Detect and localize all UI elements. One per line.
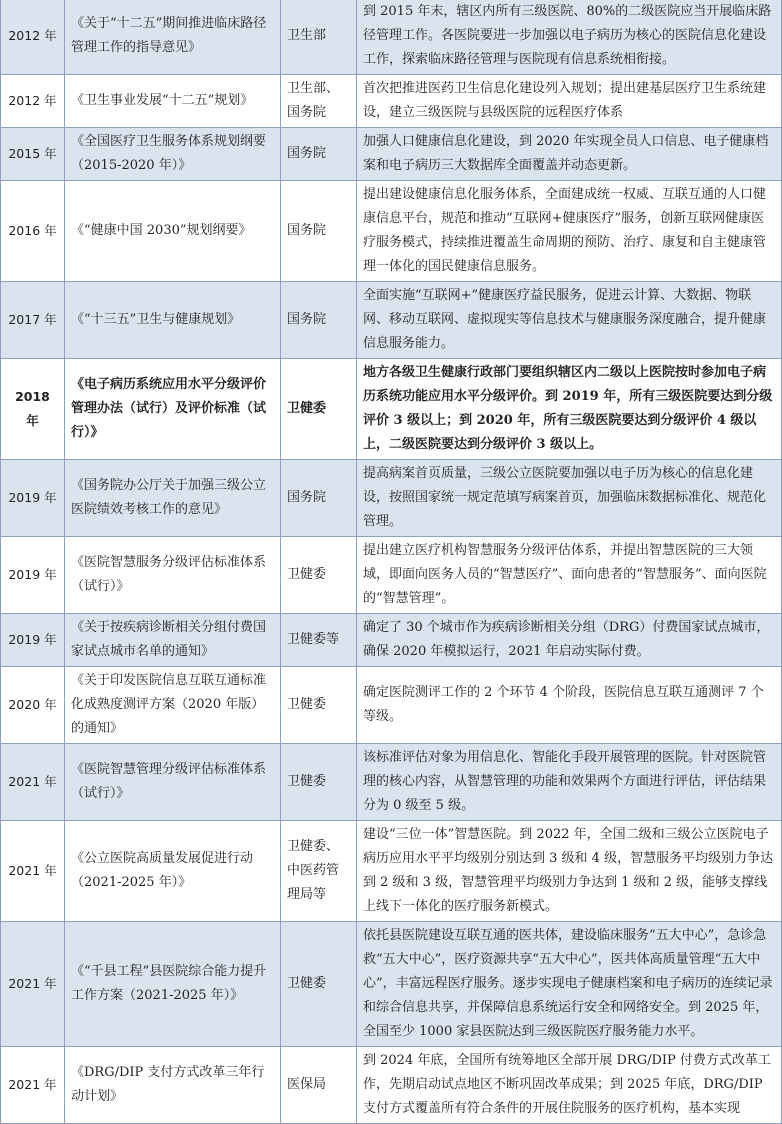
issuer-cell: 卫生部、国务院 (281, 75, 357, 128)
year-cell: 2012 年 (1, 0, 65, 75)
issuer-cell: 国务院 (281, 181, 357, 282)
document-cell: 《公立医院高质量发展促进行动（2021-2025 年）》 (65, 821, 281, 922)
content-cell: 该标准评估对象为用信息化、智能化手段开展管理的医院。针对医院管理的核心内容，从智慧管理的功能和效果两个方面进行评估，评估结果分为 0 级至 5 级。 (357, 744, 782, 821)
issuer-cell: 卫健委 (281, 922, 357, 1047)
document-cell: 《“千县工程”县医院综合能力提升工作方案（2021-2025 年）》 (65, 922, 281, 1047)
document-cell: 《“十三五”卫生与健康规划》 (65, 282, 281, 359)
document-cell: 《关于印发医院信息互联互通标准化成熟度测评方案（2020 年版）的通知》 (65, 667, 281, 744)
content-cell: 提出建立医疗机构智慧服务分级评估体系，并提出智慧医院的三大领域，即面向医务人员的“智慧医疗”、面向患者的“智慧服务”、面向医院的“智慧管理”。 (357, 537, 782, 614)
document-cell: 《全国医疗卫生服务体系规划纲要（2015-2020 年）》 (65, 128, 281, 181)
year-cell: 2015 年 (1, 128, 65, 181)
content-cell: 确定医院测评工作的 2 个环节 4 个阶段，医院信息互联互通测评 7 个等级。 (357, 667, 782, 744)
content-cell: 加强人口健康信息化建设，到 2020 年实现全员人口信息、电子健康档案和电子病历三大数据库全面覆盖并动态更新。 (357, 128, 782, 181)
content-cell: 到 2015 年末，辖区内所有三级医院、80%的二级医院应当开展临床路径管理工作。各医院要进一步加强以电子病历为核心的医院信息化建设工作，探索临床路径管理与医院现有信息系统相衔接。 (357, 0, 782, 75)
table-row (1, 181, 782, 282)
table-row (1, 922, 782, 1047)
year-cell: 2021 年 (1, 821, 65, 922)
year-cell: 2016 年 (1, 181, 65, 282)
content-cell: 首次把推进医药卫生信息化建设列入规划；提出建基层医疗卫生系统建设，建立三级医院与县级医院的远程医疗体系 (357, 75, 782, 128)
issuer-cell: 国务院 (281, 460, 357, 537)
issuer-cell: 国务院 (281, 282, 357, 359)
document-cell: 《卫生事业发展“十二五”规划》 (65, 75, 281, 128)
table-row (1, 744, 782, 821)
year-cell: 2019 年 (1, 537, 65, 614)
issuer-cell: 卫健委、中医药管理局等 (281, 821, 357, 922)
year-cell: 2019 年 (1, 614, 65, 667)
issuer-cell: 医保局 (281, 1047, 357, 1124)
year-cell: 2012 年 (1, 75, 65, 128)
year-cell: 2017 年 (1, 282, 65, 359)
issuer-cell: 卫健委 (281, 667, 357, 744)
table-row (1, 0, 782, 75)
table-row (1, 614, 782, 667)
year-cell: 2019 年 (1, 460, 65, 537)
year-cell: 2021 年 (1, 922, 65, 1047)
year-cell: 2021 年 (1, 1047, 65, 1124)
document-cell: 《关于“十二五”期间推进临床路径管理工作的指导意见》 (65, 0, 281, 75)
issuer-cell: 卫健委等 (281, 614, 357, 667)
document-cell: 《关于按疾病诊断相关分组付费国家试点城市名单的通知》 (65, 614, 281, 667)
content-cell: 提出建设健康信息化服务体系，全面建成统一权威、互联互通的人口健康信息平台，规范和推动“互联网+健康医疗”服务，创新互联网健康医疗服务模式，持续推进覆盖生命周期的预防、治疗、康复和自主健康管理一体化的国民健康信息服务。 (357, 181, 782, 282)
table-row (1, 537, 782, 614)
table-row (1, 821, 782, 922)
table-row (1, 1047, 782, 1124)
content-cell: 提高病案首页质量，三级公立医院要加强以电子历为核心的信息化建设，按照国家统一规定范填写病案首页，加强临床数据标准化、规范化管理。 (357, 460, 782, 537)
content-cell: 到 2024 年底，全国所有统筹地区全部开展 DRG/DIP 付费方式改革工作，先期启动试点地区不断巩固改革成果；到 2025 年底，DRG/DIP 支付方式覆盖所有符合条件的开展住院服务的医疗机构，基本实现 (357, 1047, 782, 1124)
table-row-highlighted (1, 359, 782, 460)
content-cell: 全面实施“互联网+”健康医疗益民服务，促进云计算、大数据、物联网、移动互联网、虚拟现实等信息技术与健康服务深度融合，提升健康信息服务能力。 (357, 282, 782, 359)
table-row (1, 667, 782, 744)
issuer-cell: 卫生部 (281, 0, 357, 75)
content-cell: 依托县医院建设互联互通的医共体，建设临床服务“五大中心”，急诊急救“五大中心”，医疗资源共享“五大中心”，医共体高质量管理“五大中心”，丰富远程医疗服务。逐步实现电子健康档案和电子病历的连续记录和综合信息共享，并保障信息系统运行安全和网络安全。到 2025 年，全国至少 1000 家县医院达到三级医院医疗服务能力水平。 (357, 922, 782, 1047)
content-cell: 地方各级卫生健康行政部门要组织辖区内二级以上医院按时参加电子病历系统功能应用水平分级评价。到 2019 年，所有三级医院要达到分级评价 3 级以上；到 2020 年，所有三级医院要达到分级评价 4 级以上，二级医院要达到分级评价 3 级以上。 (357, 359, 782, 460)
table-row (1, 128, 782, 181)
content-cell: 建设“三位一体”智慧医院。到 2022 年，全国二级和三级公立医院电子病历应用水平平均级别分别达到 3 级和 4 级，智慧服务平均级别力争达到 2 级和 3 级，智慧管理平均级别力争达到 1 级和 2 级，能够支撑线上线下一体化的医疗服务新模式。 (357, 821, 782, 922)
document-cell: 《电子病历系统应用水平分级评价管理办法（试行）及评价标准（试行）》 (65, 359, 281, 460)
content-cell: 确定了 30 个城市作为疾病诊断相关分组（DRG）付费国家试点城市，确保 2020 年模拟运行，2021 年启动实际付费。 (357, 614, 782, 667)
issuer-cell: 卫健委 (281, 359, 357, 460)
issuer-cell: 国务院 (281, 128, 357, 181)
issuer-cell: 卫健委 (281, 537, 357, 614)
table-row (1, 282, 782, 359)
year-cell: 2021 年 (1, 744, 65, 821)
document-cell: 《国务院办公厅关于加强三级公立医院绩效考核工作的意见》 (65, 460, 281, 537)
issuer-cell: 卫健委 (281, 744, 357, 821)
document-cell: 《医院智慧服务分级评估标准体系（试行）》 (65, 537, 281, 614)
document-cell: 《医院智慧管理分级评估标准体系（试行）》 (65, 744, 281, 821)
table-row (1, 75, 782, 128)
year-cell: 2020 年 (1, 667, 65, 744)
document-cell: 《“健康中国 2030”规划纲要》 (65, 181, 281, 282)
year-cell: 2018 年 (1, 359, 65, 460)
table-row (1, 460, 782, 537)
document-cell: 《DRG/DIP 支付方式改革三年行动计划》 (65, 1047, 281, 1124)
